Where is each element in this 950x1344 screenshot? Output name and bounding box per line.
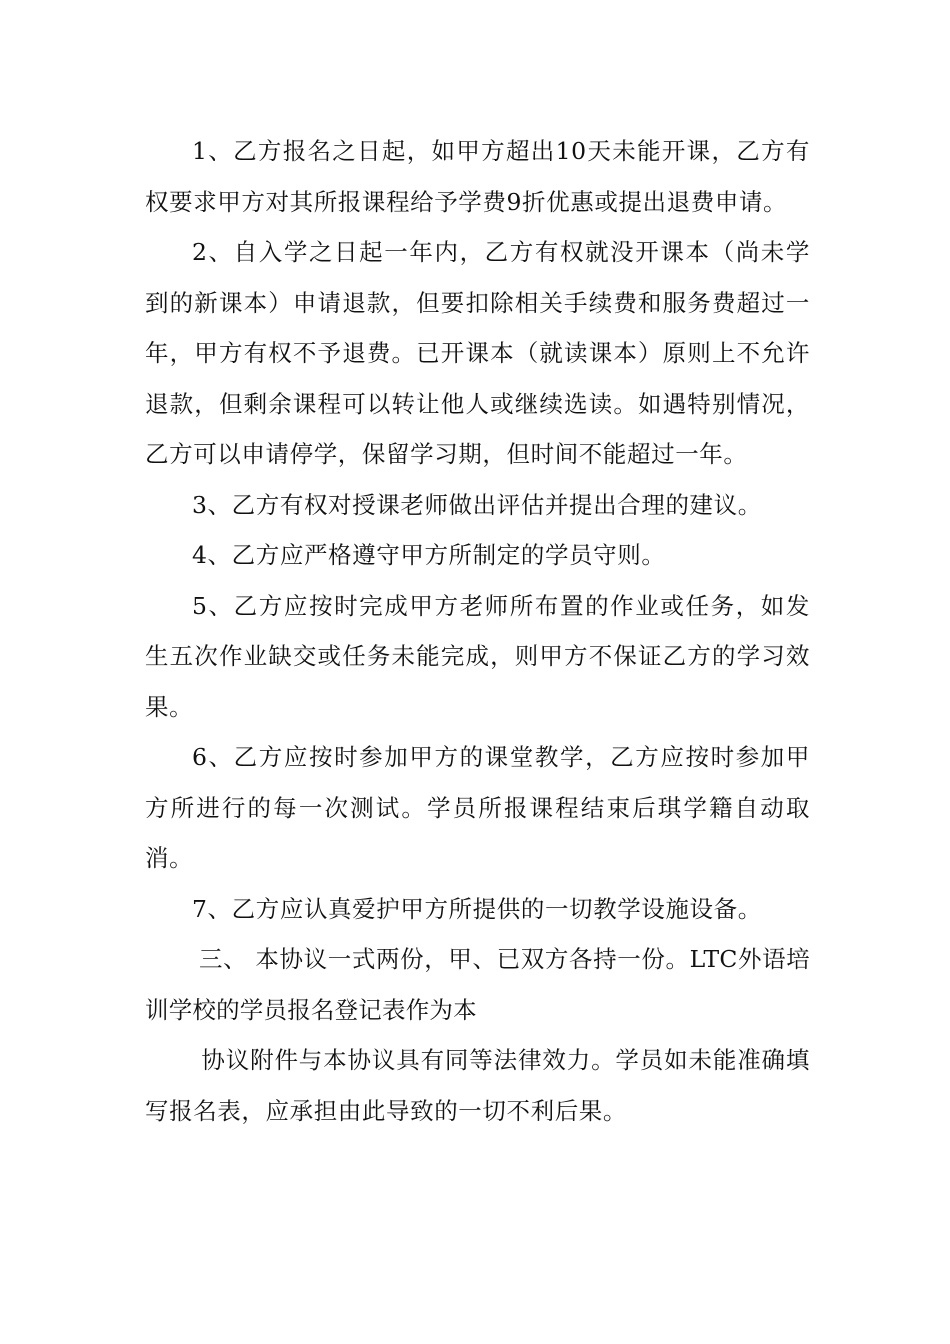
attachment-paragraph: 协议附件与本协议具有同等法律效力。学员如未能准确填写报名表，应承担由此导致的一切不利后果。 (145, 1046, 810, 1125)
clause-1-paragraph: 1、乙方报名之日起，如甲方超出10天未能开课，乙方有权要求甲方对其所报课程给予学费9折优惠或提出退费申请。 (145, 137, 810, 216)
clause-7-paragraph: 7、乙方应认真爱护甲方所提供的一切教学设施设备。 (192, 894, 762, 923)
clause-2-paragraph: 2、自入学之日起一年内，乙方有权就没开课本（尚未学到的新课本）申请退款，但要扣除相关手续费和服务费超过一年，甲方有权不予退费。已开课本（就读课本）原则上不允许退款，但剩余课程可以转让他人或继续选读。如遇特别情况，乙方可以申请停学，保留学习期，但时间不能超过一年。 (145, 238, 810, 468)
clause-3-paragraph: 3、乙方有权对授课老师做出评估并提出合理的建议。 (192, 490, 762, 519)
clause-6-paragraph: 6、乙方应按时参加甲方的课堂教学，乙方应按时参加甲方所进行的每一次测试。学员所报课程结束后琪学籍自动取消。 (145, 743, 810, 872)
clause-5-paragraph: 5、乙方应按时完成甲方老师所布置的作业或任务，如发生五次作业缺交或任务未能完成，则甲方不保证乙方的学习效果。 (145, 591, 810, 721)
clause-4-paragraph: 4、乙方应严格遵守甲方所制定的学员守则。 (192, 541, 666, 569)
document-body (145, 126, 810, 1136)
section-3-paragraph: 三、 本协议一式两份，甲、已双方各持一份。LTC外语培训学校的学员报名登记表作为本 (145, 945, 810, 1024)
